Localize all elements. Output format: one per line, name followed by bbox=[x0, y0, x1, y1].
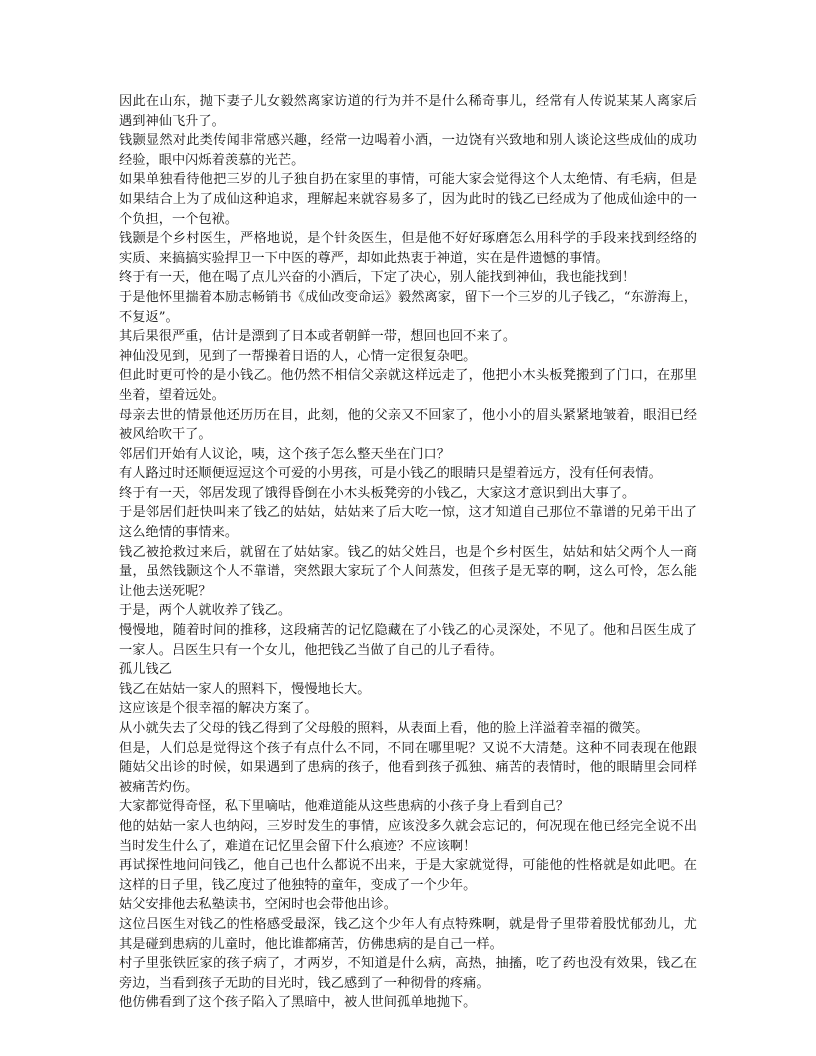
paragraph: 神仙没见到，见到了一帮操着日语的人，心情一定很复杂吧。 bbox=[119, 348, 477, 364]
paragraph: 于是邻居们赶快叫来了钱乙的姑姑，姑姑来了后大吃一惊，这才知道自己那位不靠谱的兄弟干出了这么绝情的事情来。 bbox=[119, 505, 697, 541]
paragraph: 终于有一天，邻居发现了饿得昏倒在小木头板凳旁的小钱乙，大家这才意识到出大事了。 bbox=[119, 485, 636, 501]
paragraph: 姑父安排他去私塾读书，空闲时也会带他出诊。 bbox=[119, 897, 397, 913]
paragraph: 钱乙被抢救过来后，就留在了姑姑家。钱乙的姑父姓吕，也是个乡村医生，姑姑和姑父两个人一商量，虽然钱颢这个人不靠谱，突然跟大家玩了个人间蒸发，但孩子是无辜的啊，这么可怜，怎么能让他去送死呢？ bbox=[119, 544, 697, 599]
paragraph: 钱颢是个乡村医生，严格地说，是个针灸医生，但是他不好好琢磨怎么用科学的手段来找到经络的实质、来搞搞实验捍卫一下中医的尊严，却如此热衷于神道，实在是件遗憾的事情。 bbox=[119, 231, 697, 266]
paragraph: 慢慢地，随着时间的推移，这段痛苦的记忆隐藏在了小钱乙的心灵深处，不见了。他和吕医生成了一家人。吕医生只有一个女儿，他把钱乙当做了自己的儿子看待。 bbox=[119, 623, 697, 658]
paragraph: 他的姑姑一家人也纳闷，三岁时发生的事情，应该没多久就会忘记的，何况现在他已经完全说不出当时发生什么了，难道在记忆里会留下什么痕迹？不应该啊！ bbox=[119, 818, 697, 854]
paragraph: 邻居们开始有人议论，咦，这个孩子怎么整天坐在门口？ bbox=[119, 446, 450, 462]
section-heading: 孤儿钱乙 bbox=[119, 662, 172, 678]
paragraph: 从小就失去了父母的钱乙得到了父母般的照料，从表面上看，他的脸上洋溢着幸福的微笑。 bbox=[119, 721, 649, 736]
paragraph: 钱乙在姑姑一家人的照料下，慢慢地长大。 bbox=[119, 681, 371, 697]
paragraph: 于是，两个人就收养了钱乙。 bbox=[119, 603, 292, 619]
paragraph: 村子里张铁匠家的孩子病了，才两岁，不知道是什么病，高热，抽搐，吃了药也没有效果，钱乙在旁边，当看到孩子无助的目光时，钱乙感到了一种彻骨的疼痛。 bbox=[119, 956, 697, 991]
paragraph: 他仿佛看到了这个孩子陷入了黑暗中，被人世间孤单地抛下。 bbox=[119, 995, 477, 1011]
document-page bbox=[119, 92, 697, 1013]
paragraph: 这位吕医生对钱乙的性格感受最深，钱乙这个少年人有点特殊啊，就是骨子里带着股忧郁劲儿，尤其是碰到患病的儿童时，他比谁都痛苦，仿佛患病的是自己一样。 bbox=[119, 916, 697, 952]
paragraph: 如果单独看待他把三岁的儿子独自扔在家里的事情，可能大家会觉得这个人太绝情、有毛病，但是如果结合上为了成仙这种追求，理解起来就容易多了，因为此时的钱乙已经成为了他成仙途中的一个负担，一个包袱。 bbox=[119, 172, 697, 227]
paragraph: 钱颢显然对此类传闻非常感兴趣，经常一边喝着小酒，一边饶有兴致地和别人谈论这些成仙的成功经验，眼中闪烁着羡慕的光芒。 bbox=[119, 133, 697, 168]
paragraph: 但此时更可怜的是小钱乙。他仍然不相信父亲就这样远走了，他把小木头板凳搬到了门口，在那里坐着，望着远处。 bbox=[119, 368, 697, 403]
paragraph: 于是他怀里揣着本励志畅销书《成仙改变命运》毅然离家，留下一个三岁的儿子钱乙，“东游海上，不复返”。 bbox=[119, 289, 697, 325]
paragraph: 再试探性地问问钱乙，他自己也什么都说不出来，于是大家就觉得，可能他的性格就是如此吧。在这样的日子里，钱乙度过了他独特的童年，变成了一个少年。 bbox=[119, 858, 697, 893]
paragraph: 这应该是个很幸福的解决方案了。 bbox=[119, 701, 318, 717]
paragraph: 终于有一天，他在喝了点儿兴奋的小酒后，下定了决心，别人能找到神仙，我也能找到！ bbox=[119, 270, 636, 286]
paragraph: 有人路过时还顺便逗逗这个可爱的小男孩，可是小钱乙的眼睛只是望着远方，没有任何表情。 bbox=[119, 466, 662, 482]
paragraph: 大家都觉得奇怪，私下里嘀咕，他难道能从这些患病的小孩子身上看到自己？ bbox=[119, 799, 570, 815]
paragraph: 其后果很严重，估计是漂到了日本或者朝鲜一带，想回也回不来了。 bbox=[119, 329, 517, 345]
paragraph: 因此在山东，抛下妻子儿女毅然离家访道的行为并不是什么稀奇事儿，经常有人传说某某人离家后遇到神仙飞升了。 bbox=[119, 94, 697, 129]
paragraph: 但是，人们总是觉得这个孩子有点什么不同，不同在哪里呢？又说不大清楚。这种不同表现在他跟随姑父出诊的时候，如果遇到了患病的孩子，他看到孩子孤独、痛苦的表情时，他的眼睛里会同样被痛苦灼伤。 bbox=[119, 740, 697, 795]
paragraph: 母亲去世的情景他还历历在目，此刻，他的父亲又不回家了，他小小的眉头紧紧地皱着，眼泪已经被风给吹干了。 bbox=[119, 407, 697, 443]
